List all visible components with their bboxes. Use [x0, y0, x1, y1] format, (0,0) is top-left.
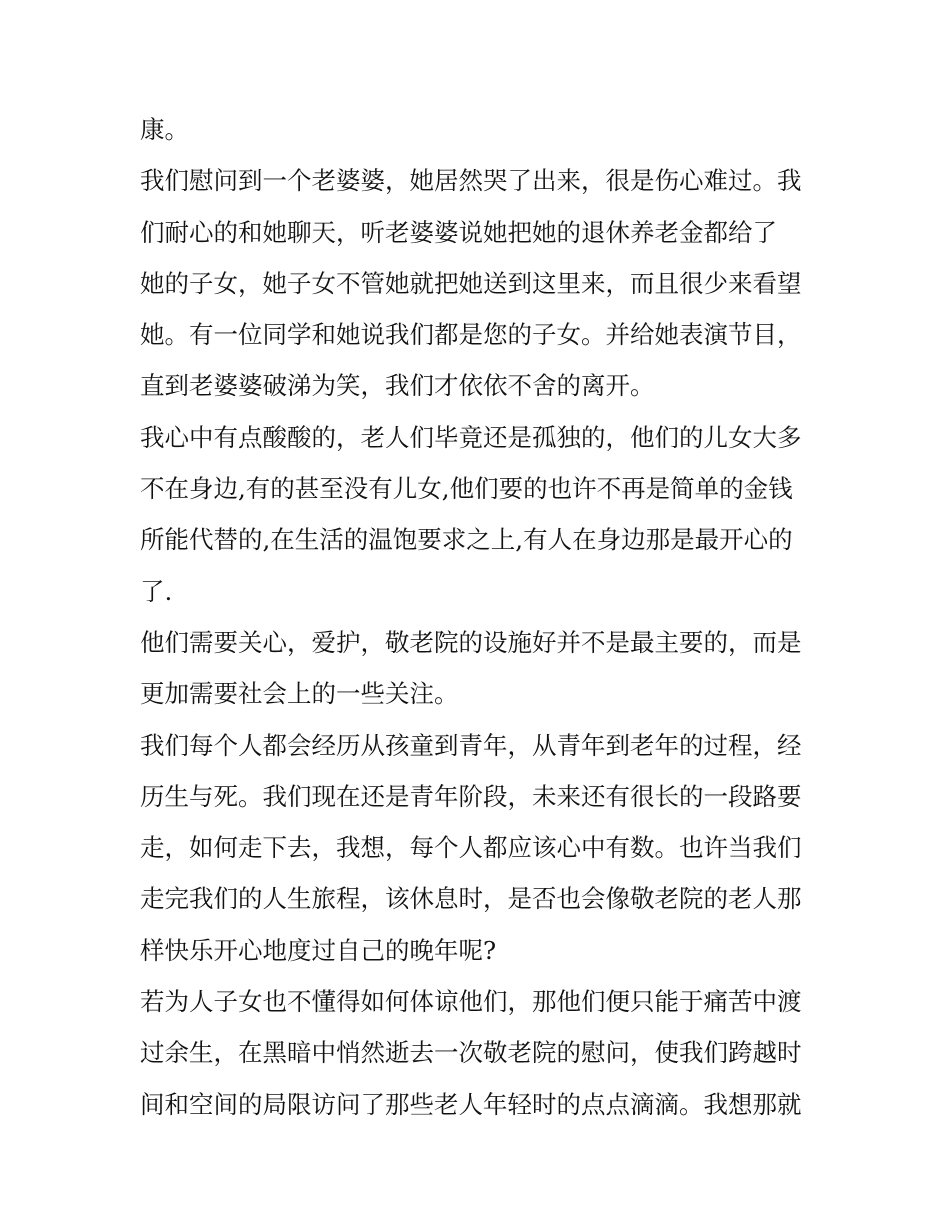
paragraph-6 — [140, 976, 820, 1130]
text-line: 直到老婆婆破涕为笑，我们才依依不舍的离开。 — [140, 371, 655, 401]
text-line: 了. — [140, 576, 173, 606]
paragraph-4 — [140, 617, 820, 720]
paragraph-3 — [140, 412, 820, 617]
paragraph-2 — [140, 155, 820, 411]
text-line: 过余生，在黑暗中悄然逝去一次敬老院的慰问，使我们跨越时 — [140, 1038, 802, 1068]
text-line: 我们慰问到一个老婆婆，她居然哭了出来，很是伤心难过。我 — [140, 166, 802, 196]
text-line: 若为人子女也不懂得如何体谅他们，那他们便只能于痛苦中渡 — [140, 987, 802, 1017]
text-line: 康。 — [140, 115, 189, 144]
text-line: 所能代替的,在生活的温饱要求之上,有人在身边那是最开心的 — [140, 525, 793, 555]
paragraph-1 — [140, 104, 820, 155]
text-line: 间和空间的局限访问了那些老人年轻时的点点滴滴。我想那就 — [140, 1089, 802, 1119]
text-line: 历生与死。我们现在还是青年阶段，未来还有很长的一段路要 — [140, 781, 802, 811]
text-line: 们耐心的和她聊天，听老婆婆说她把她的退休养老金都给了 — [140, 217, 777, 247]
text-line: 不在身边,有的甚至没有儿女,他们要的也许不再是简单的金钱 — [140, 474, 793, 504]
paragraph-5 — [140, 720, 820, 976]
text-line: 我们每个人都会经历从孩童到青年，从青年到老年的过程，经 — [140, 730, 802, 760]
text-line: 更加需要社会上的一些关注。 — [140, 679, 459, 709]
text-line: 我心中有点酸酸的，老人们毕竟还是孤独的，他们的儿女大多 — [140, 422, 802, 452]
document-body — [140, 104, 820, 1130]
text-line: 她的子女，她子女不管她就把她送到这里来，而且很少来看望 — [140, 268, 802, 298]
text-line: 他们需要关心，爱护，敬老院的设施好并不是最主要的，而是 — [140, 627, 802, 657]
text-line: 走完我们的人生旅程，该休息时，是否也会像敬老院的老人那 — [140, 884, 802, 914]
text-line: 走，如何走下去，我想，每个人都应该心中有数。也许当我们 — [140, 833, 802, 863]
text-line: 她。有一位同学和她说我们都是您的子女。并给她表演节目， — [140, 320, 802, 350]
text-line: 样快乐开心地度过自己的晚年呢? — [140, 935, 497, 965]
